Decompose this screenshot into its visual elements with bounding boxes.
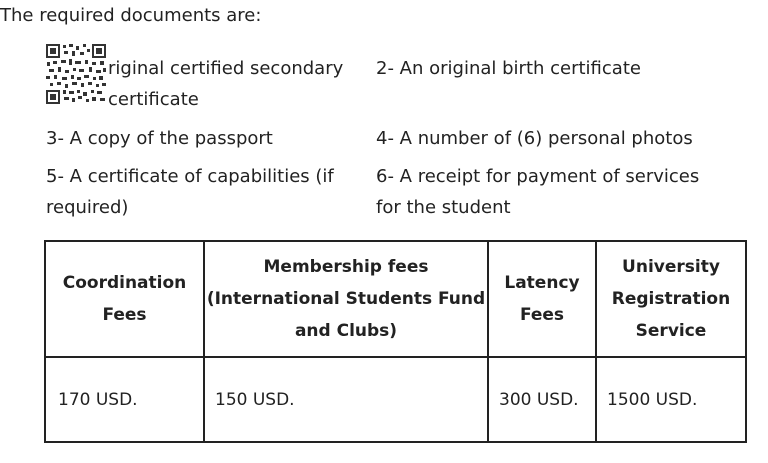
header-latency-fees: Latency Fees: [488, 241, 596, 357]
value-membership-fees: 150 USD.: [204, 357, 488, 442]
document-4: 4- A number of (6) personal photos: [376, 128, 693, 149]
table-row: [45, 357, 746, 442]
header-coordination-fees: Coordination Fees: [45, 241, 204, 357]
value-latency-fees: 300 USD.: [488, 357, 596, 442]
document-1-line-2: certificate: [108, 89, 199, 110]
document-5: 5- A certificate of capabilities (if required): [46, 166, 334, 218]
document-1-line-1: riginal certified secondary: [108, 58, 344, 79]
header-membership-fees: Membership fees (International Students Fund and Clubs): [204, 241, 488, 357]
document-6: 6- A receipt for payment of services for the student: [376, 166, 700, 218]
document-3: 3- A copy of the passport: [46, 128, 273, 149]
fees-table: [44, 240, 747, 443]
header-university-registration: University Registration Service: [596, 241, 746, 357]
table-header-row: [45, 241, 746, 357]
intro-heading: The required documents are:: [0, 5, 262, 26]
value-university-registration: 1500 USD.: [596, 357, 746, 442]
document-2: 2- An original birth certificate: [376, 58, 641, 79]
qr-code-icon: [45, 43, 107, 105]
value-coordination-fees: 170 USD.: [45, 357, 204, 442]
